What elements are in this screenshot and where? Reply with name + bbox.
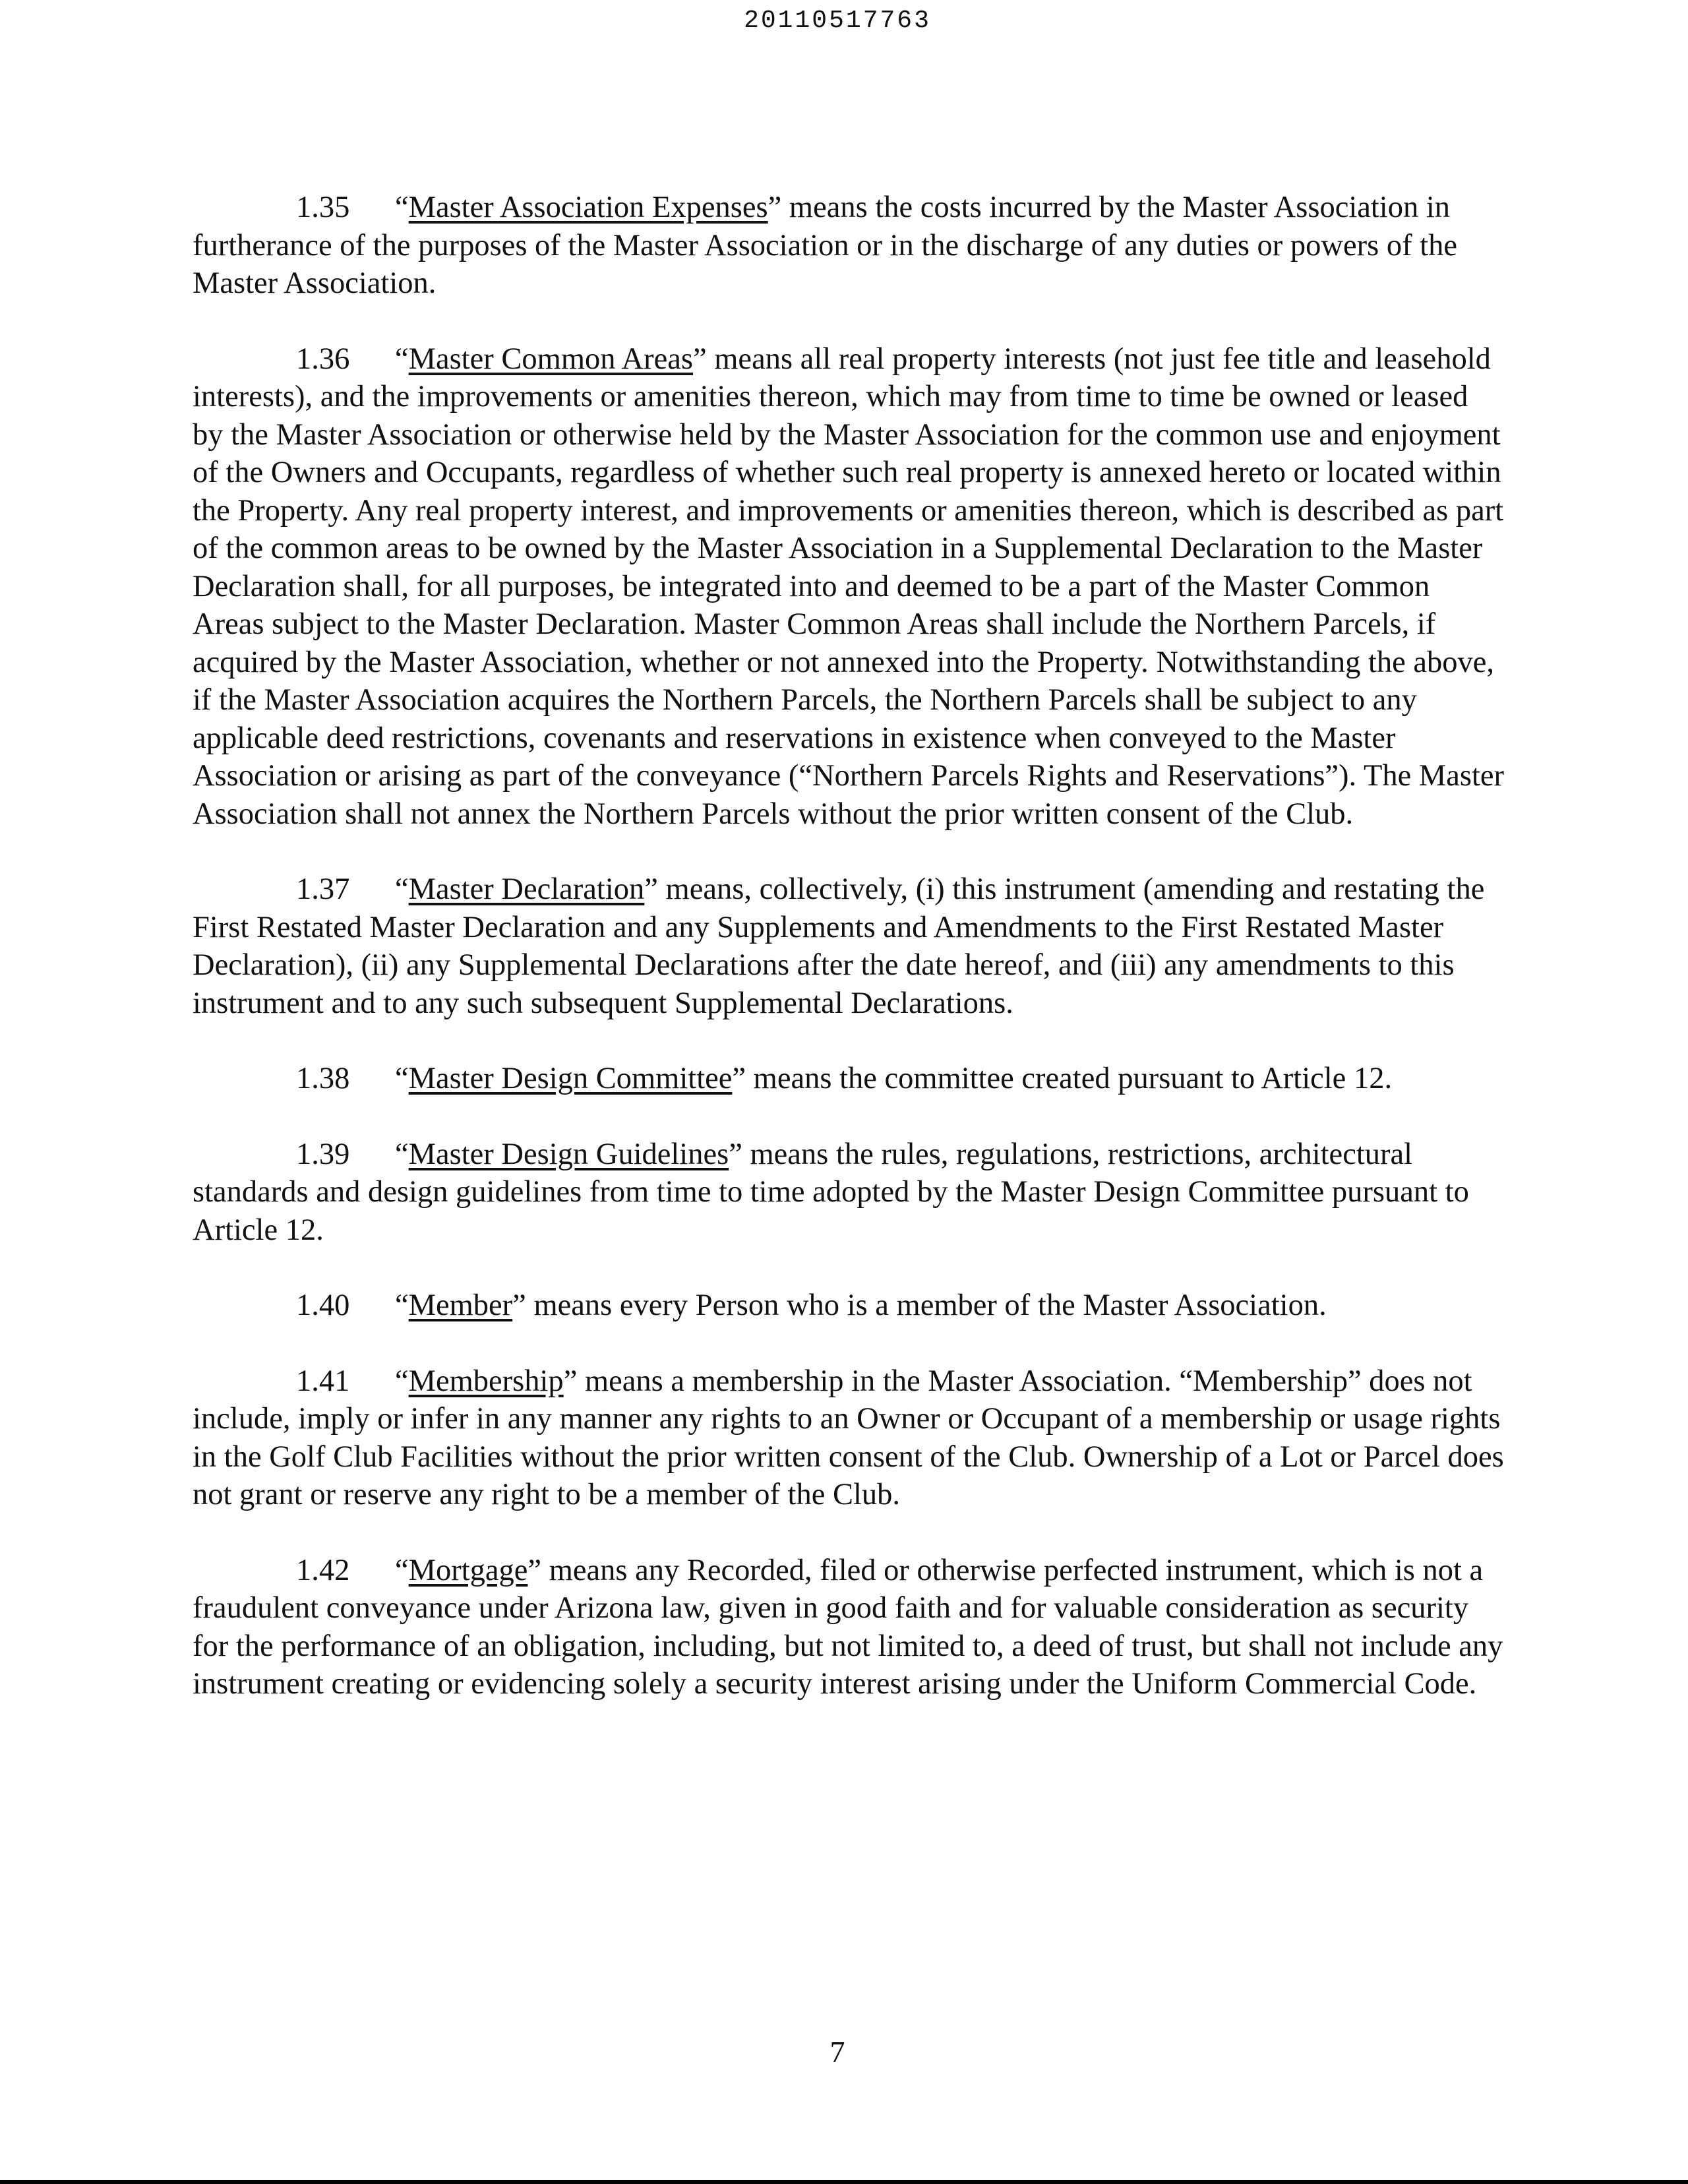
section-text: means, collectively, (i) this instrument (amending and restating the First Restated Master Declaration and any Supplements and Amendments to the First Restated Master Declaration), (ii) any Supplemental Declarations after the date hereof, and (iii) any amendments to this instrument and to any such subsequent Supplemental Declarations. (193, 872, 1485, 1020)
section-1-40: 1.40 “Member” means every Person who is a member of the Master Association. (193, 1287, 1505, 1325)
defined-term: Master Design Guidelines (408, 1137, 729, 1171)
section-number: 1.39 (296, 1137, 350, 1171)
section-text: means the costs incurred by the Master Association in furtherance of the purposes of the Master Association or in the discharge of any duties or powers of the Master Association. (193, 191, 1458, 300)
section-text: means the rules, regulations, restrictions, architectural standards and design guidelines from time to time adopted by the Master Design Committee pursuant to Article 12. (193, 1137, 1469, 1247)
defined-term: Mortgage (408, 1553, 528, 1587)
defined-term: Master Declaration (408, 872, 645, 906)
document-number: 20110517763 (744, 7, 931, 35)
section-number: 1.36 (296, 342, 350, 376)
document-body (193, 189, 1505, 1741)
section-1-41: 1.41 “Membership” means a membership in the Master Association. “Membership” does not include, imply or infer in any manner any rights to an Owner or Occupant of a membership or usage rights in the Golf Club Facilities without the prior written consent of the Club. Ownership of a Lot or Parcel does not grant or reserve any right to be a member of the Club. (193, 1362, 1505, 1514)
section-1-35: 1.35 “Master Association Expenses” means the costs incurred by the Master Association in furtherance of the purposes of the Master Association or in the discharge of any duties or powers of the Master Association. (193, 189, 1505, 303)
section-text: means every Person who is a member of the Master Association. (526, 1289, 1327, 1322)
section-number: 1.40 (296, 1289, 350, 1322)
section-1-36: 1.36 “Master Common Areas” means all real property interests (not just fee title and leasehold interests), and the improvements or amenities thereon, which may from time to time be owned or leased by the Master Association or otherwise held by the Master Association for the common use and enjoyment of the Owners and Occupants, regardless of whether such real property is annexed hereto or located within the Property. Any real property interest, and improvements or amenities thereon, which is described as part of the common areas to be owned by the Master Association in a Supplemental Declaration to the Master Declaration shall, for all purposes, be integrated into and deemed to be a part of the Master Common Areas subject to the Master Declaration. Master Common Areas shall include the Northern Parcels, if acquired by the Master Association, whether or not annexed into the Property. Notwithstanding the above, if the Master Association acquires the Northern Parcels, the Northern Parcels shall be subject to any applicable deed restrictions, covenants and reservations in existence when conveyed to the Master Association or arising as part of the conveyance (“Northern Parcels Rights and Reservations”). The Master Association shall not annex the Northern Parcels without the prior written consent of the Club. (193, 340, 1505, 834)
section-number: 1.38 (296, 1062, 350, 1095)
defined-term: Member (408, 1289, 513, 1322)
section-1-39: 1.39 “Master Design Guidelines” means the rules, regulations, restrictions, architectural standards and design guidelines from time to time adopted by the Master Design Committee pursuant to Article 12. (193, 1136, 1505, 1250)
section-text: means any Recorded, filed or otherwise perfected instrument, which is not a fraudulent conveyance under Arizona law, given in good faith and for valuable consideration as security for the performance of an obligation, including, but not limited to, a deed of trust, but shall not include any instrument creating or evidencing solely a security interest arising under the Uniform Commercial Code. (193, 1553, 1503, 1701)
section-1-37: 1.37 “Master Declaration” means, collectively, (i) this instrument (amending and restating the First Restated Master Declaration and any Supplements and Amendments to the First Restated Master Declaration), (ii) any Supplemental Declarations after the date hereof, and (iii) any amendments to this instrument and to any such subsequent Supplemental Declarations. (193, 870, 1505, 1022)
section-1-42: 1.42 “Mortgage” means any Recorded, filed or otherwise perfected instrument, which is not a fraudulent conveyance under Arizona law, given in good faith and for valuable consideration as security for the performance of an obligation, including, but not limited to, a deed of trust, but shall not include any instrument creating or evidencing solely a security interest arising under the Uniform Commercial Code. (193, 1552, 1505, 1703)
defined-term: Master Association Expenses (408, 191, 768, 224)
defined-term: Membership (408, 1364, 564, 1398)
section-number: 1.42 (296, 1553, 350, 1587)
section-text: means all real property interests (not just fee title and leasehold interests), and the improvements or amenities thereon, which may from time to time be owned or leased by the Master Association or otherwise held by the Master Association for the common use and enjoyment of the Owners and Occupants, regardless of whether such real property is annexed hereto or located within the Property. Any real property interest, and improvements or amenities thereon, which is described as part of the common areas to be owned by the Master Association in a Supplemental Declaration to the Master Declaration shall, for all purposes, be integrated into and deemed to be a part of the Master Common Areas subject to the Master Declaration. Master Common Areas shall include the Northern Parcels, if acquired by the Master Association, whether or not annexed into the Property. Notwithstanding the above, if the Master Association acquires the Northern Parcels, the Northern Parcels shall be subject to any applicable deed restrictions, covenants and reservations in existence when conveyed to the Master Association or arising as part of the conveyance (“Northern Parcels Rights and Reservations”). The Master Association shall not annex the Northern Parcels without the prior written consent of the Club. (193, 342, 1504, 831)
section-1-38: 1.38 “Master Design Committee” means the committee created pursuant to Article 12. (193, 1060, 1505, 1098)
section-text: means the committee created pursuant to Article 12. (746, 1062, 1393, 1095)
section-text: means a membership in the Master Association. “Membership” does not include, imply or infer in any manner any rights to an Owner or Occupant of a membership or usage rights in the Golf Club Facilities without the prior written consent of the Club. Ownership of a Lot or Parcel does not grant or reserve any right to be a member of the Club. (193, 1364, 1504, 1511)
defined-term: Master Common Areas (408, 342, 693, 376)
defined-term: Master Design Committee (408, 1062, 733, 1095)
section-number: 1.37 (296, 872, 350, 906)
section-number: 1.41 (296, 1364, 350, 1398)
section-number: 1.35 (296, 191, 350, 224)
page-number: 7 (829, 2035, 845, 2069)
